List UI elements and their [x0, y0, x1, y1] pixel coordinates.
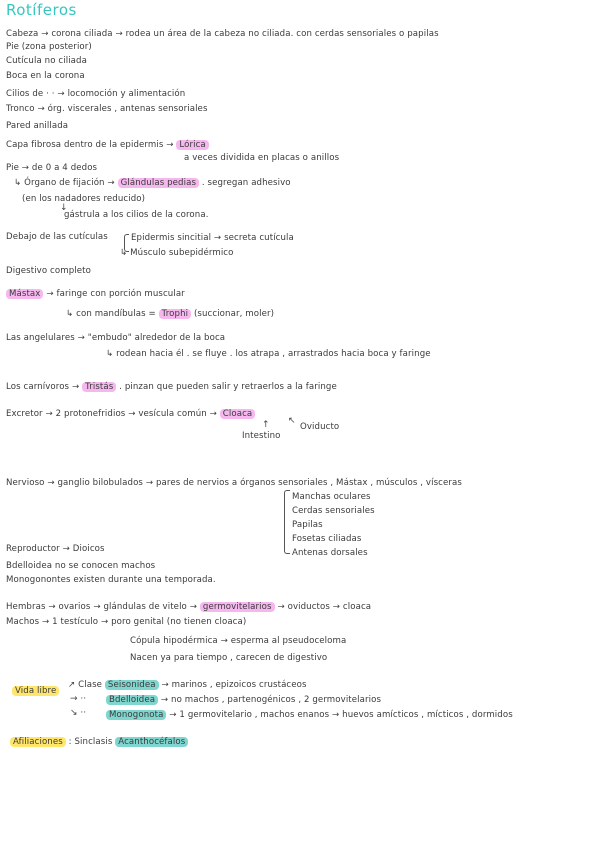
text-line: Intestino [242, 431, 281, 441]
text-line: Pie → de 0 a 4 dedos [6, 163, 98, 173]
page-title: Rotíferos [6, 1, 77, 19]
text-segment: . pinzan que pueden salir y retraerlos a la faringe [119, 382, 337, 392]
highlight-germovitelarios: germovitelarios [200, 602, 275, 612]
text-segment: Capa fibrosa dentro de la epidermis → [6, 140, 174, 150]
text-line [10, 737, 188, 748]
text-line [106, 710, 513, 721]
list-item: Manchas oculares [292, 492, 371, 502]
text-segment: : Sinclasis [68, 737, 113, 747]
text-segment: ↗ Clase [68, 680, 103, 690]
text-segment: . segregan adhesivo [201, 178, 291, 188]
text-line: ↳ rodean hacia él . se fluye . los atrapa , arrastrados hacia boca y faringe [106, 349, 431, 359]
text-line: Machos → 1 testículo → poro genital (no tienen cloaca) [6, 617, 247, 627]
highlight-glandulas-pedias: Glándulas pedias [118, 178, 199, 188]
text-line [6, 602, 371, 613]
text-line [6, 382, 337, 393]
text-line: Debajo de las cutículas [6, 232, 108, 242]
text-line: gástrula a los cilios de la corona. [64, 210, 209, 220]
text-line: Digestivo completo [6, 266, 91, 276]
text-segment: ↳ Órgano de fijación → [14, 178, 115, 188]
highlight-cloaca: Cloaca [220, 409, 256, 419]
highlight-tristas: Tristás [82, 382, 116, 392]
text-line: Oviducto [300, 422, 340, 432]
text-line: Cópula hipodérmica → esperma al pseudoceloma [130, 636, 347, 646]
text-line: Boca en la corona [6, 71, 85, 81]
text-segment: → 1 germovitelario , machos enanos → huevos amícticos , mícticos , dormidos [169, 710, 513, 720]
list-item: Fosetas ciliadas [292, 534, 362, 544]
text-line: Tronco → órg. viscerales , antenas sensoriales [6, 104, 208, 114]
highlight-bdelloidea: Bdelloidea [106, 695, 158, 705]
text-line [66, 309, 274, 320]
text-line: (en los nadadores reducido) [22, 194, 146, 204]
text-line [106, 695, 381, 706]
list-item: Papilas [292, 520, 323, 530]
arrow-right-icon: → ·· [70, 694, 87, 704]
text-segment: Los carnívoros → [6, 382, 80, 392]
text-line [14, 178, 291, 189]
text-line: Nervioso → ganglio bilobulados → pares de nervios a órganos sensoriales , Mástax , músculos , vísceras [6, 478, 462, 488]
arrow-down-right-icon: ↘ ·· [70, 708, 87, 718]
text-line: Nacen ya para tiempo , carecen de digestivo [130, 653, 328, 663]
text-segment: Excretor → 2 protonefridios → vesícula común → [6, 409, 217, 419]
highlight-mastax: Mástax [6, 289, 43, 299]
text-line [6, 409, 255, 420]
arrow-down-icon: ↓ [60, 203, 68, 213]
text-line: Las angelulares → "embudo" alrededor de la boca [6, 333, 226, 343]
brace-icon [284, 490, 290, 554]
text-segment: → no machos , partenogénicos , 2 germovitelarios [160, 695, 382, 705]
text-line: ↳ Músculo subepidérmico [120, 248, 234, 258]
text-segment: (succionar, moler) [193, 309, 275, 319]
list-item: Antenas dorsales [292, 548, 368, 558]
text-line [68, 680, 307, 691]
list-item: Cerdas sensoriales [292, 506, 375, 516]
highlight-seisonidea: Seisonidea [105, 680, 159, 690]
text-line: Cutícula no ciliada [6, 56, 87, 66]
text-line: Cabeza → corona ciliada → rodea un área de la cabeza no ciliada. con cerdas sensoriales o papilas [6, 29, 439, 39]
highlight-acanthocefalos: Acanthocéfalos [115, 737, 188, 747]
text-segment: Hembras → ovarios → glándulas de vitelo → [6, 602, 198, 612]
highlight-lorica: Lórica [176, 140, 208, 150]
text-line: Monogonontes existen durante una temporada. [6, 575, 216, 585]
arrow-up-icon: ↑ [262, 420, 270, 430]
text-line: Bdelloidea no se conocen machos [6, 561, 156, 571]
highlight-afiliaciones: Afiliaciones [10, 737, 66, 747]
text-line: Reproductor → Dioicos [6, 544, 105, 554]
highlight-monogonota: Monogonota [106, 710, 166, 720]
arrow-left-icon: ↖ [288, 416, 296, 426]
text-line: Pie (zona posterior) [6, 42, 92, 52]
text-line [6, 289, 185, 300]
text-line: Cilios de · · → locomoción y alimentación [6, 89, 186, 99]
text-segment: ↳ con mandíbulas = [66, 309, 156, 319]
text-segment: → marinos , epizoicos crustáceos [161, 680, 307, 690]
text-line: Epidermis sincitial → secreta cutícula [131, 233, 294, 243]
vida-libre-label: Vida libre [12, 686, 59, 697]
text-segment: → oviductos → cloaca [277, 602, 372, 612]
highlight-trophi: Trophi [159, 309, 191, 319]
text-line: Pared anillada [6, 121, 69, 131]
text-line [6, 140, 209, 151]
text-line: a veces dividida en placas o anillos [184, 153, 340, 163]
text-segment: → faringe con porción muscular [46, 289, 185, 299]
